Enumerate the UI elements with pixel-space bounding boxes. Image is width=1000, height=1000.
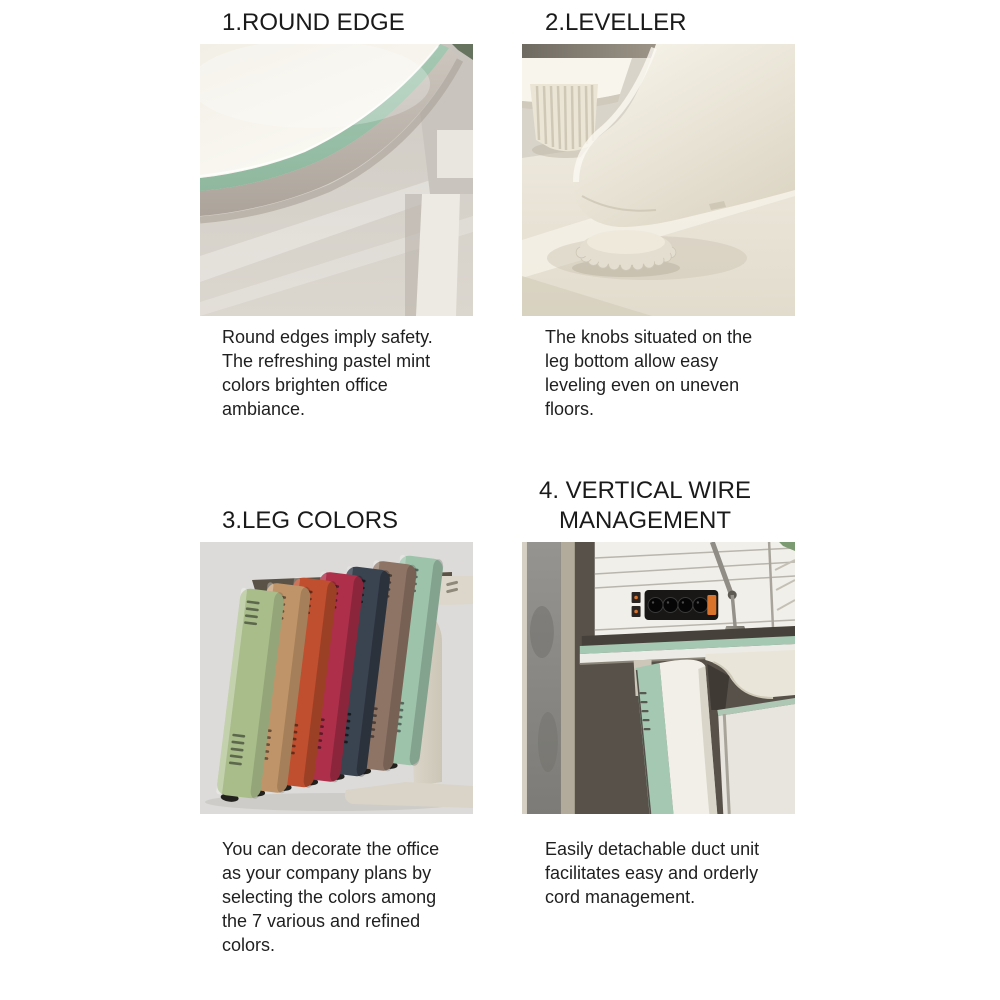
caption-line: The refreshing pastel mint (222, 351, 431, 371)
concrete-column (527, 542, 561, 814)
detachable-duct (636, 660, 718, 814)
caption-line: colors brighten office (222, 375, 388, 395)
power-strip (632, 590, 719, 620)
feature-1-title: 1.ROUND EDGE (222, 9, 405, 36)
leg-colors-illustration (200, 542, 473, 814)
concrete-texture (530, 606, 554, 658)
leg-colors-photo (200, 542, 473, 814)
caption-line: facilitates easy and orderly (545, 863, 759, 883)
feature-4-title: 4. VERTICAL WIRE MANAGEMENT (538, 477, 752, 534)
caption-line: the 7 various and refined (222, 911, 421, 931)
wire-management-illustration (522, 542, 795, 814)
caption-line: as your company plans by (222, 863, 432, 883)
feature-1-caption (222, 325, 433, 421)
caption-line: You can decorate the office (222, 839, 440, 859)
caption-line: floors. (545, 399, 595, 419)
caption-line: selecting the colors among (222, 887, 437, 907)
caption-line: Round edges imply safety. (222, 327, 433, 347)
back-panel (437, 130, 473, 178)
caption-line: cord management. (545, 887, 696, 907)
caption-line: leg bottom allow easy (545, 351, 719, 371)
left-wall-edge (522, 542, 527, 814)
round-edge-illustration (200, 44, 473, 316)
caption-line: The knobs situated on the (545, 327, 753, 347)
caption-line: Easily detachable duct unit (545, 839, 760, 859)
feature-4-caption (545, 837, 759, 909)
white-desk-leg (416, 194, 460, 316)
feature-3-title: 3.LEG COLORS (222, 507, 399, 534)
wire-management-photo (522, 542, 795, 814)
leveller-illustration (522, 44, 795, 316)
khaki-trim (561, 542, 575, 814)
caption-line: ambiance. (222, 399, 306, 419)
power-switch (707, 595, 716, 615)
leg-bottom-leveller-photo (522, 44, 795, 316)
caption-line: colors. (222, 935, 276, 955)
caption-line: leveling even on uneven (545, 375, 740, 395)
concrete-texture (538, 712, 558, 772)
feature-2-title: 2.LEVELLER (545, 9, 687, 36)
desk-top-round-edge-photo (200, 44, 473, 316)
feature-2-caption (545, 325, 752, 421)
feature-3-caption (222, 837, 439, 957)
